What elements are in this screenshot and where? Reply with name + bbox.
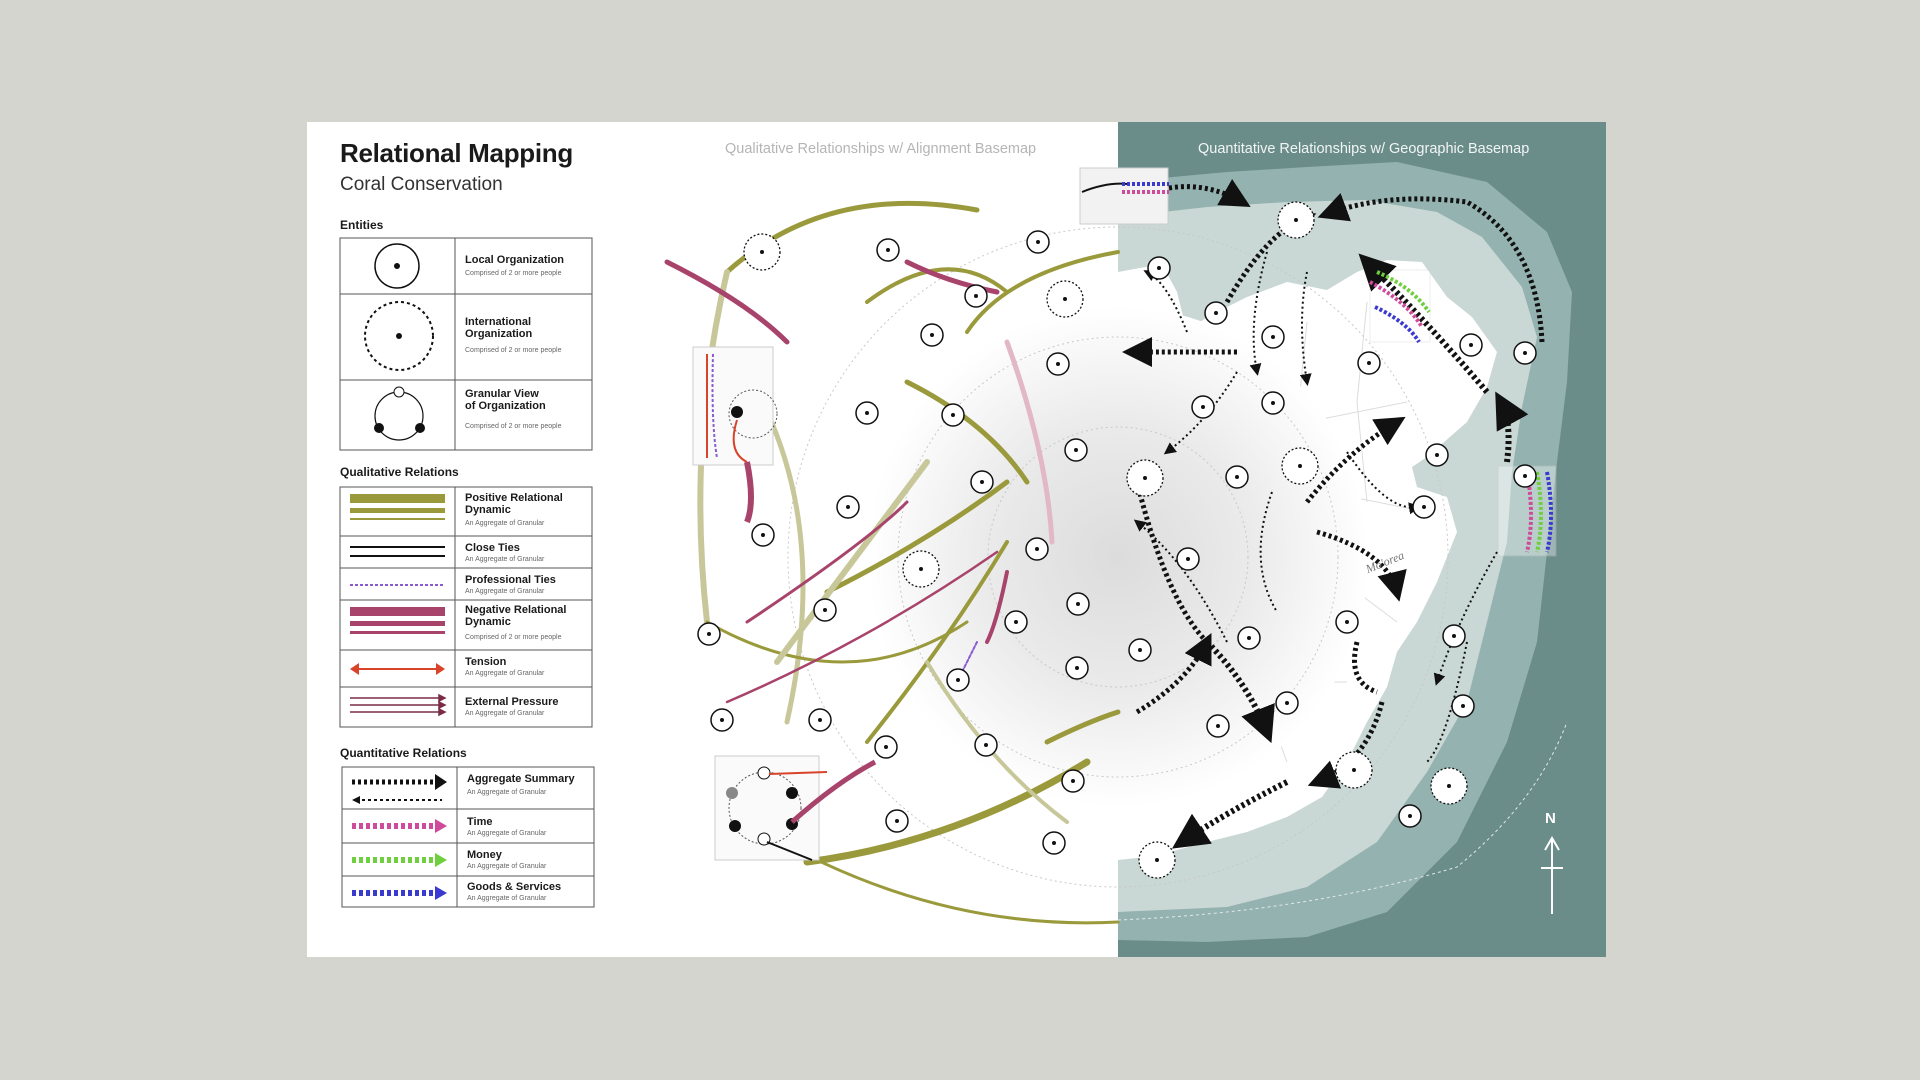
local-organization-node	[1207, 715, 1229, 737]
negative-dynamic-swatch	[350, 607, 445, 634]
local-organization-node	[975, 734, 997, 756]
legend-local-organization-label: Local Organization	[465, 254, 565, 266]
local-organization-node	[1426, 444, 1448, 466]
poster	[307, 122, 1606, 957]
local-organization-node	[1460, 334, 1482, 356]
granular-inset-top	[693, 347, 777, 522]
legend-heading-qualitative: Qualitative Relations	[340, 465, 459, 479]
local-organization-node	[1262, 392, 1284, 414]
international-organization-node	[1336, 752, 1372, 788]
granular-node	[758, 767, 770, 779]
local-organization-node	[711, 709, 733, 731]
local-organization-node	[1276, 692, 1298, 714]
time-swatch	[352, 819, 447, 833]
international-organization-node	[1431, 768, 1467, 804]
close-ties-swatch	[350, 546, 445, 557]
legend-external-pressure-note: An Aggregate of Granular	[465, 710, 545, 717]
alignment-core	[868, 307, 1368, 807]
international-organization-node	[1047, 281, 1083, 317]
local-organization-node	[921, 324, 943, 346]
local-organization-node	[877, 239, 899, 261]
local-organization-node	[1413, 496, 1435, 518]
qualitative-map-header: Qualitative Relationships w/ Alignment Basemap	[725, 141, 1037, 157]
external-pressure-swatch	[350, 695, 445, 715]
local-organization-node	[698, 623, 720, 645]
inset-frame	[1080, 168, 1168, 224]
local-organization-node	[1043, 832, 1065, 854]
international-organization-icon	[365, 302, 433, 370]
legend-external-pressure-label: External Pressure	[465, 696, 559, 708]
local-organization-node	[814, 599, 836, 621]
legend-tension-note: An Aggregate of Granular	[465, 670, 545, 677]
local-organization-node	[1129, 639, 1151, 661]
legend-international-organization-note: Comprised of 2 or more people	[465, 347, 562, 354]
legend-heading-entities: Entities	[340, 218, 384, 232]
legend-money-label: Money	[467, 849, 502, 861]
international-organization-node	[1139, 842, 1175, 878]
legend-heading-quantitative: Quantitative Relations	[340, 746, 467, 760]
local-organization-node	[1005, 611, 1027, 633]
local-organization-node	[1336, 611, 1358, 633]
local-organization-node	[1177, 548, 1199, 570]
local-organization-node	[1148, 257, 1170, 279]
granular-node	[786, 787, 798, 799]
legend-negative-dynamic-label: Negative Relational Dynamic	[465, 604, 567, 628]
local-organization-node	[1238, 627, 1260, 649]
legend-aggregate-summary-label: Aggregate Summary	[467, 773, 575, 785]
granular-inset-bottom	[715, 756, 875, 860]
legend-close-ties-label: Close Ties	[465, 542, 520, 554]
legend-tension-label: Tension	[465, 656, 507, 668]
local-organization-node	[886, 810, 908, 832]
local-organization-node	[971, 471, 993, 493]
granular-view-icon	[374, 387, 425, 440]
local-organization-node	[752, 524, 774, 546]
local-organization-node	[1358, 352, 1380, 374]
international-organization-node	[1278, 202, 1314, 238]
local-organization-icon	[375, 244, 419, 288]
island-label: Mo'orea	[1363, 548, 1407, 577]
local-organization-node	[1066, 657, 1088, 679]
negative-dynamic-line	[747, 462, 751, 522]
inset-frame	[693, 347, 773, 465]
granular-node	[729, 820, 741, 832]
local-organization-node	[1192, 396, 1214, 418]
international-organization-node	[903, 551, 939, 587]
local-organization-node	[1452, 695, 1474, 717]
legend-money-note: An Aggregate of Granular	[467, 863, 547, 870]
international-organization-node	[1127, 460, 1163, 496]
quantitative-map-header: Quantitative Relationships w/ Geographic Basemap	[1198, 141, 1530, 157]
international-organization-node	[1282, 448, 1318, 484]
legend-time-note: An Aggregate of Granular	[467, 830, 547, 837]
local-organization-node	[965, 285, 987, 307]
local-organization-node	[1514, 342, 1536, 364]
bay-inset	[1370, 270, 1430, 342]
local-organization-node	[1067, 593, 1089, 615]
legend-negative-dynamic-note: Comprised of 2 or more people	[465, 634, 562, 641]
international-organization-node	[744, 234, 780, 270]
positive-dynamic-swatch	[350, 494, 445, 520]
page-title: Relational Mapping	[340, 138, 573, 168]
local-organization-node	[1205, 302, 1227, 324]
local-organization-node	[1062, 770, 1084, 792]
local-organization-node	[1065, 439, 1087, 461]
local-organization-node	[947, 669, 969, 691]
legend-close-ties-note: An Aggregate of Granular	[465, 556, 545, 563]
north-label: N	[1545, 810, 1556, 827]
local-organization-node	[1399, 805, 1421, 827]
local-organization-node	[1262, 326, 1284, 348]
local-organization-node	[837, 496, 859, 518]
local-organization-node	[1443, 625, 1465, 647]
aggregate-summary-swatch	[352, 774, 447, 804]
legend-local-organization-note: Comprised of 2 or more people	[465, 270, 562, 277]
local-organization-node	[942, 404, 964, 426]
goods-services-swatch	[352, 886, 447, 900]
legend-positive-dynamic-note: An Aggregate of Granular	[465, 520, 545, 527]
legend-international-organization-label: International Organization	[465, 316, 533, 340]
legend-granular-view-note: Comprised of 2 or more people	[465, 423, 562, 430]
legend-time-label: Time	[467, 816, 493, 828]
local-organization-node	[856, 402, 878, 424]
legend-professional-ties-note: An Aggregate of Granular	[465, 588, 545, 595]
local-organization-node	[809, 709, 831, 731]
tension-swatch	[350, 663, 445, 675]
local-organization-node	[1027, 231, 1049, 253]
legend-professional-ties-label: Professional Ties	[465, 574, 556, 586]
legend-aggregate-summary-note: An Aggregate of Granular	[467, 789, 547, 796]
legend-positive-dynamic-label: Positive Relational Dynamic	[465, 492, 563, 516]
local-organization-node	[875, 736, 897, 758]
legend-goods-services-label: Goods & Services	[467, 881, 562, 893]
money-swatch	[352, 853, 447, 867]
page-subtitle: Coral Conservation	[340, 174, 503, 195]
local-organization-node	[1514, 465, 1536, 487]
local-organization-node	[1226, 466, 1248, 488]
legend-goods-services-note: An Aggregate of Granular	[467, 895, 547, 902]
legend-granular-view-label: Granular View of Organization	[465, 388, 546, 412]
local-organization-node	[1047, 353, 1069, 375]
granular-node	[731, 406, 743, 418]
local-organization-node	[1026, 538, 1048, 560]
granular-node	[726, 787, 738, 799]
